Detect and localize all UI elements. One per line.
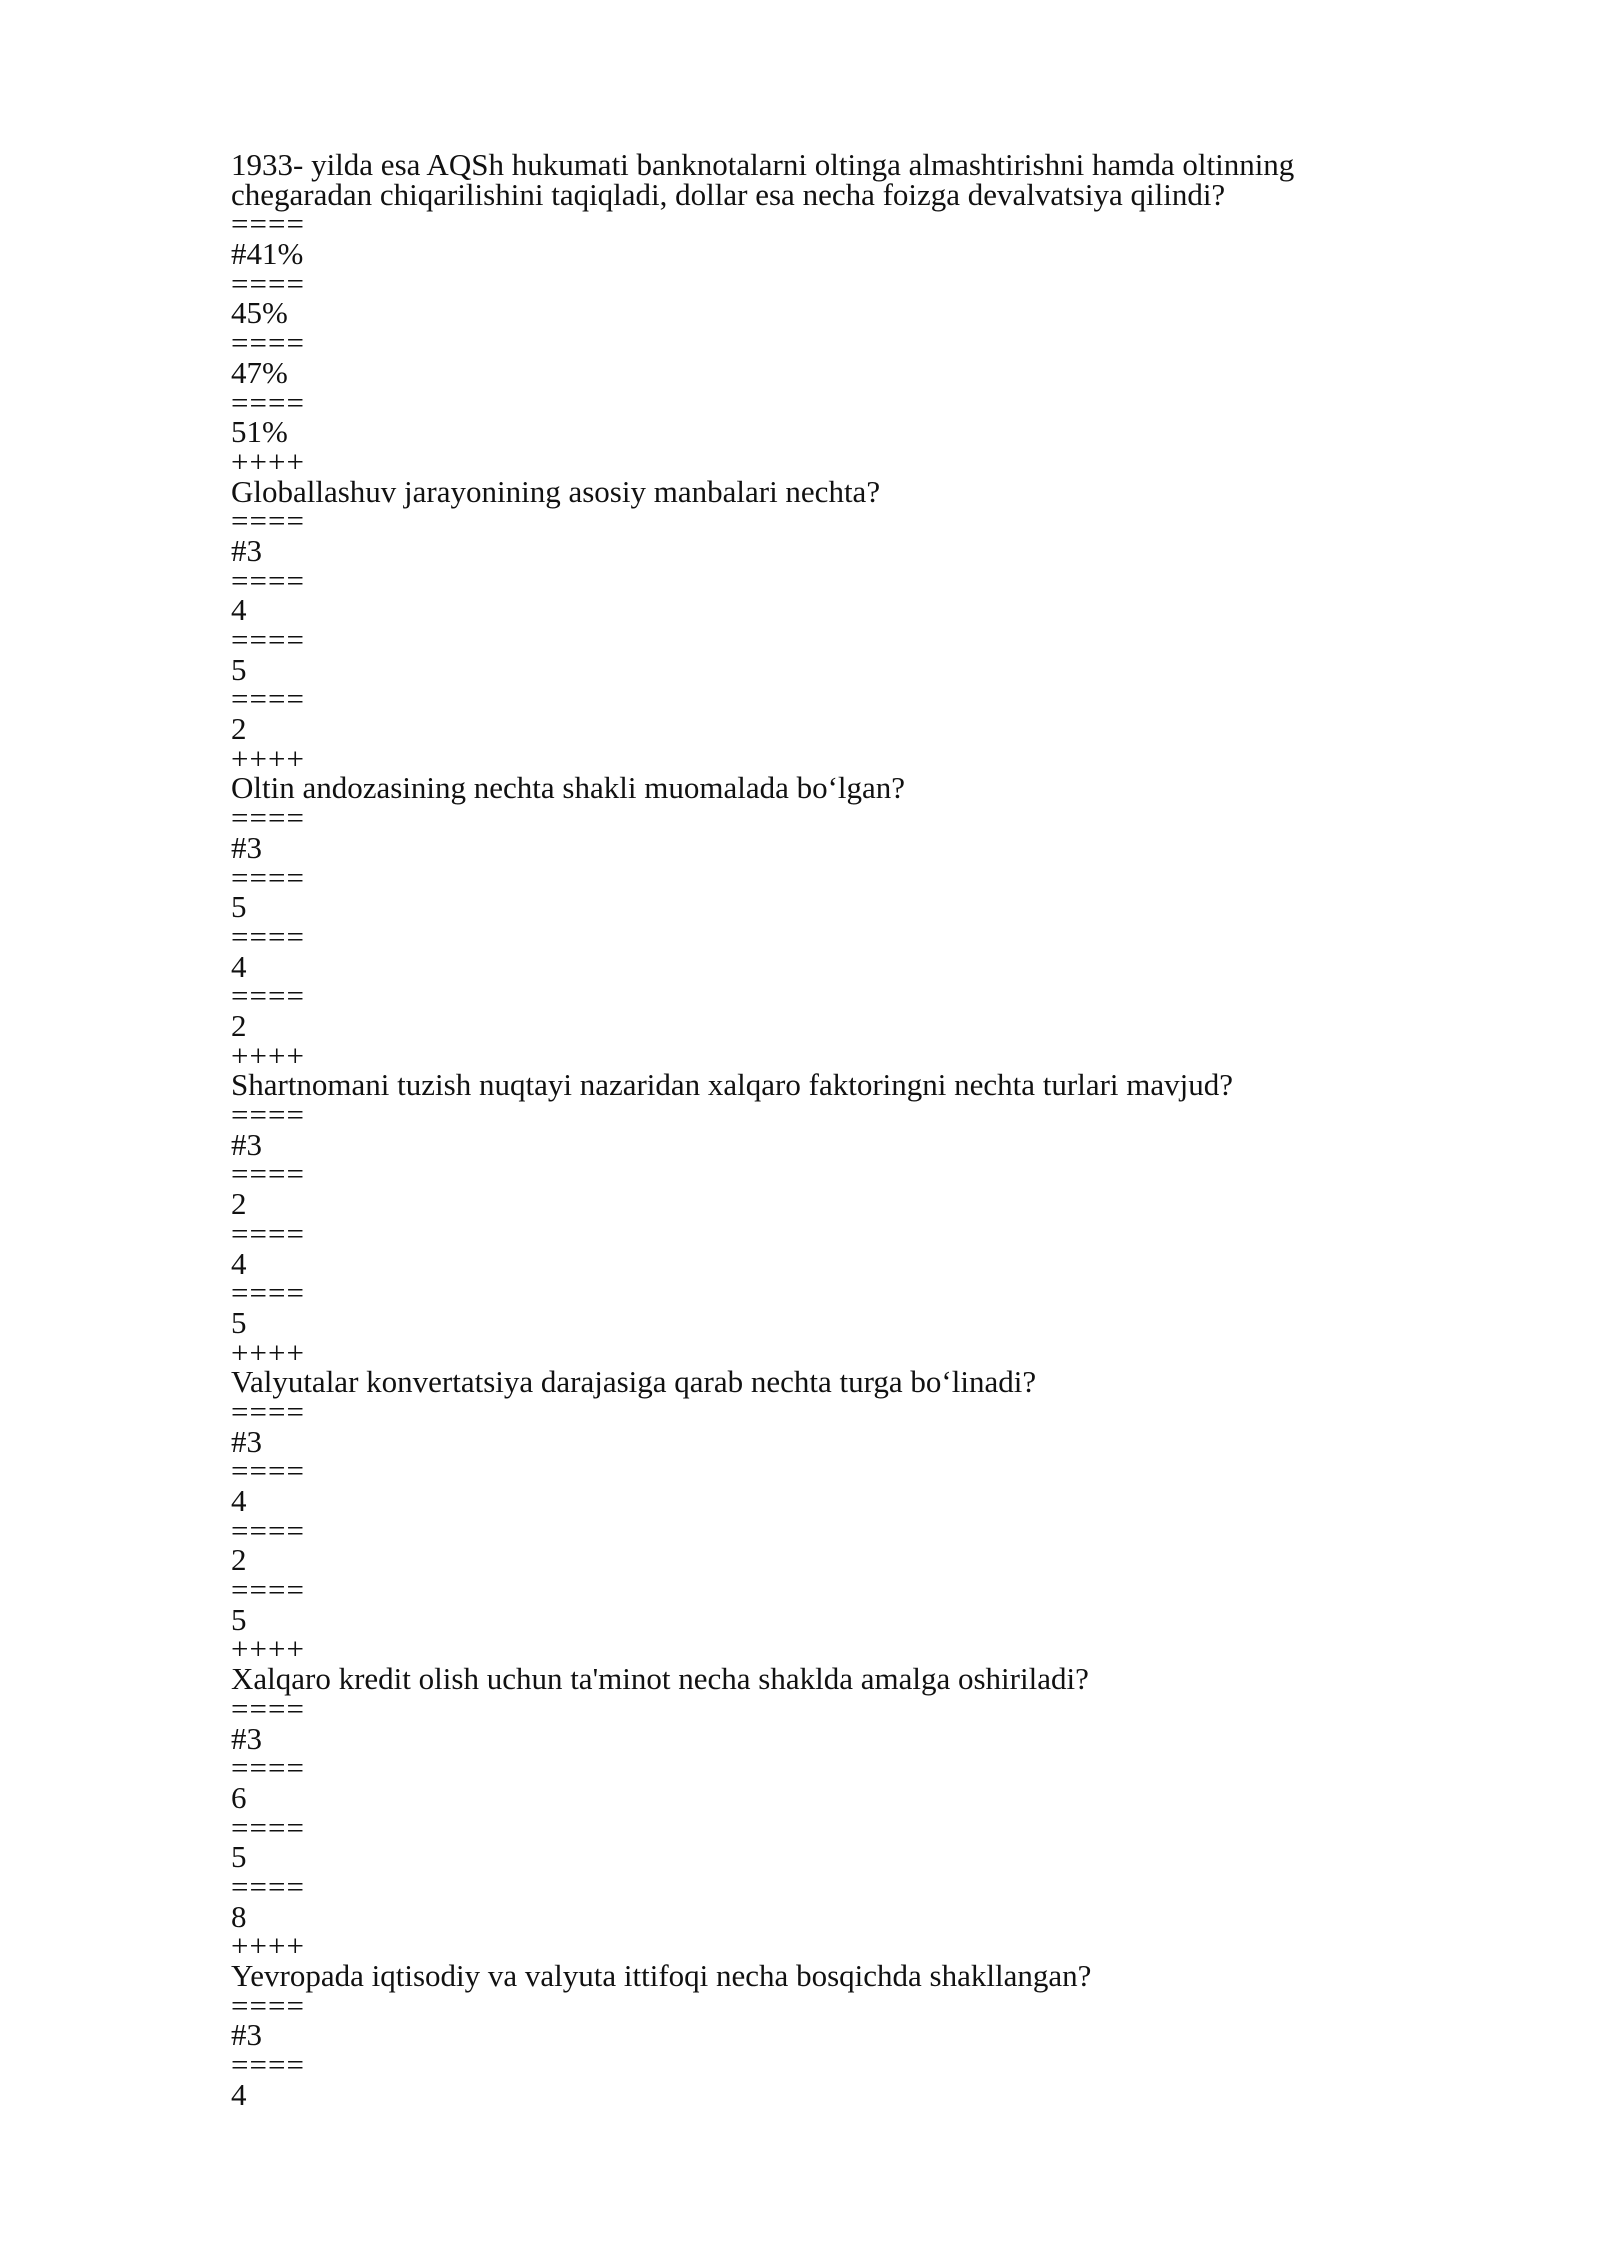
option-separator: ==== (231, 1275, 305, 1311)
option-separator: ==== (231, 622, 305, 658)
option-separator: ==== (231, 1690, 305, 1726)
correct-answer-option: #3 (231, 1126, 262, 1162)
question-text: Shartnomani tuzish nuqtayi nazaridan xalqaro faktoringni nechta turlari mavjud? (231, 1067, 1234, 1103)
correct-answer-option: #3 (231, 2017, 262, 2053)
option-separator: ==== (231, 206, 305, 242)
answer-option: 4 (231, 948, 247, 984)
answer-option: 5 (231, 651, 247, 687)
answer-option: 4 (231, 2076, 247, 2112)
option-separator: ==== (231, 918, 305, 954)
option-separator: ==== (231, 325, 305, 361)
option-separator: ==== (231, 265, 305, 301)
option-separator: ==== (231, 2047, 305, 2083)
option-separator: ==== (231, 1750, 305, 1786)
option-separator: ==== (231, 1572, 305, 1608)
answer-option: 5 (231, 889, 247, 925)
answer-option: 5 (231, 1304, 247, 1340)
option-separator: ==== (231, 1512, 305, 1548)
option-separator: ==== (231, 978, 305, 1014)
option-separator: ==== (231, 503, 305, 539)
answer-option: 8 (231, 1898, 247, 1934)
answer-option: 2 (231, 1186, 247, 1222)
option-separator: ==== (231, 1453, 305, 1489)
answer-option: 5 (231, 1601, 247, 1637)
answer-option: 2 (231, 711, 247, 747)
question-text: 1933- yilda esa AQSh hukumati banknotalarni oltinga almashtirishni hamda oltinning chegaradan chiqarilishini taqiqladi, dollar esa necha foizga devalvatsiya qilindi? (231, 147, 1303, 212)
question-separator: ++++ (231, 443, 305, 479)
question-text: Xalqaro kredit olish uchun ta'minot necha shaklda amalga oshiriladi? (231, 1661, 1089, 1697)
answer-option: 4 (231, 592, 247, 628)
question-text: Valyutalar konvertatsiya darajasiga qarab nechta turga bo‘linadi? (231, 1364, 1037, 1400)
option-separator: ==== (231, 1868, 305, 1904)
question-text: Yevropada iqtisodiy va valyuta ittifoqi necha bosqichda shakllangan? (231, 1958, 1092, 1994)
question-separator: ++++ (231, 1334, 305, 1370)
question-separator: ++++ (231, 740, 305, 776)
option-separator: ==== (231, 1097, 305, 1133)
answer-option: 6 (231, 1779, 247, 1815)
option-separator: ==== (231, 562, 305, 598)
answer-option: 51% (231, 414, 288, 450)
option-separator: ==== (231, 1809, 305, 1845)
correct-answer-option: #3 (231, 1423, 262, 1459)
correct-answer-option: #3 (231, 532, 262, 568)
answer-option: 47% (231, 354, 288, 390)
option-separator: ==== (231, 1393, 305, 1429)
answer-option: 5 (231, 1839, 247, 1875)
correct-answer-option: #3 (231, 1720, 262, 1756)
option-separator: ==== (231, 859, 305, 895)
document-page (231, 147, 1391, 2112)
question-separator: ++++ (231, 1037, 305, 1073)
answer-option: 45% (231, 295, 288, 331)
question-separator: ++++ (231, 1928, 305, 1964)
option-separator: ==== (231, 1215, 305, 1251)
option-separator: ==== (231, 1156, 305, 1192)
option-separator: ==== (231, 681, 305, 717)
answer-option: 2 (231, 1008, 247, 1043)
correct-answer-option: #3 (231, 829, 262, 865)
question-text: Globallashuv jarayonining asosiy manbalari nechta? (231, 473, 881, 509)
option-separator: ==== (231, 1987, 305, 2023)
question-separator: ++++ (231, 1631, 305, 1667)
answer-option: 4 (231, 1483, 247, 1519)
answer-option: 2 (231, 1542, 247, 1578)
answer-option: 4 (231, 1245, 247, 1281)
question-text: Oltin andozasining nechta shakli muomalada bo‘lgan? (231, 770, 906, 806)
correct-answer-option: #41% (231, 236, 304, 272)
option-separator: ==== (231, 384, 305, 420)
option-separator: ==== (231, 800, 305, 836)
